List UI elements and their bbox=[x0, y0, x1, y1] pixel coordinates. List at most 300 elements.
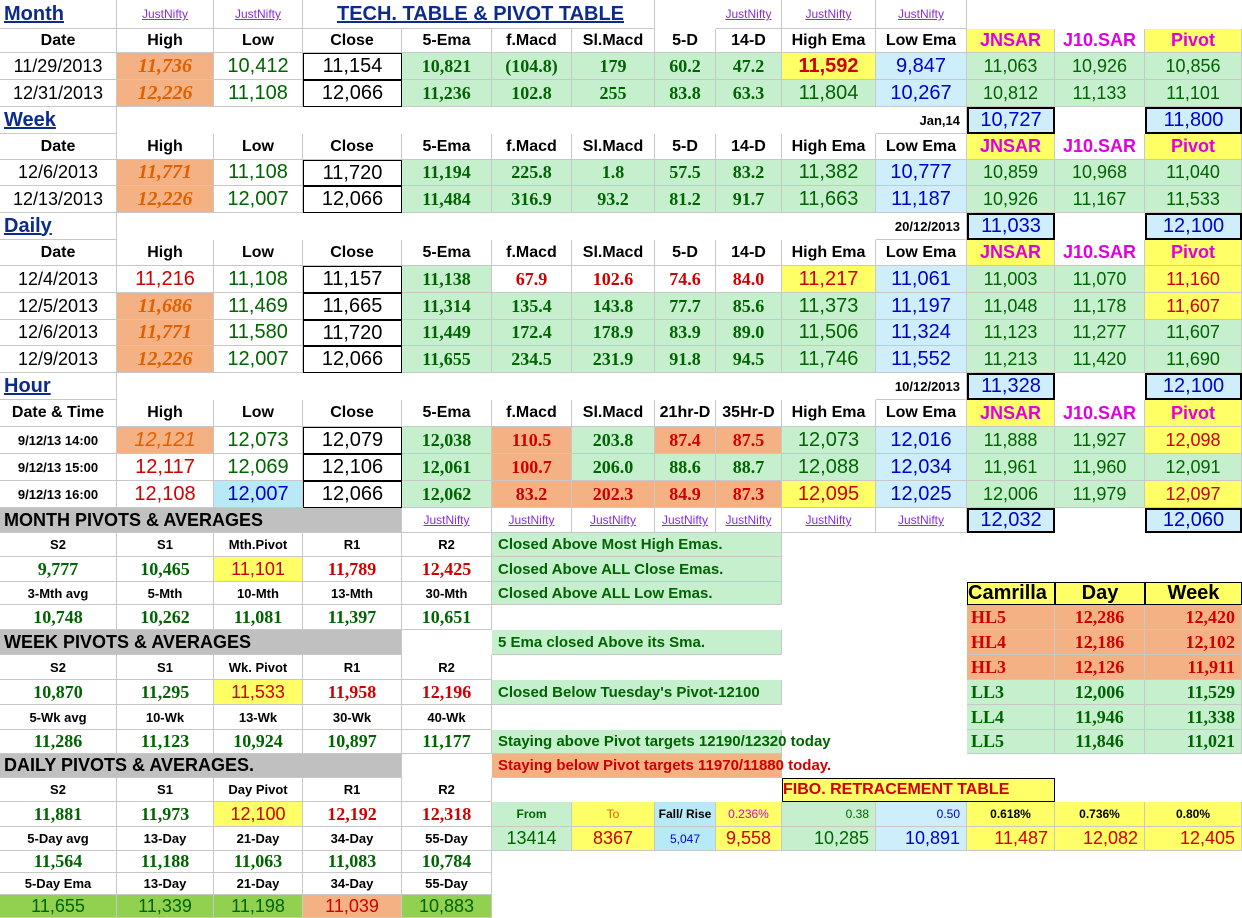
daily-info-label: 20/12/2013 bbox=[876, 213, 967, 240]
header-d1: 5-D bbox=[655, 29, 716, 53]
camrilla-day-value: 11,846 bbox=[1055, 730, 1145, 754]
status-message: Staying above Pivot targets 12190/12320 today bbox=[492, 730, 782, 754]
header-high: High bbox=[117, 400, 214, 427]
data-cell: 12,091 bbox=[1145, 454, 1242, 481]
header-5ema: 5-Ema bbox=[402, 134, 492, 160]
data-cell: 12/4/2013 bbox=[0, 266, 117, 293]
header-low-ema: Low Ema bbox=[876, 134, 967, 160]
data-cell: 94.5 bbox=[716, 346, 782, 373]
header-close: Close bbox=[303, 29, 402, 53]
data-cell: 89.0 bbox=[716, 320, 782, 346]
month-pivot-header: Mth.Pivot bbox=[214, 533, 303, 557]
data-cell: 11,277 bbox=[1055, 320, 1145, 346]
section-week-title: Week bbox=[0, 107, 117, 134]
header-low: Low bbox=[214, 400, 303, 427]
data-cell: 12,073 bbox=[782, 427, 876, 454]
header-high-ema: High Ema bbox=[782, 134, 876, 160]
hour-info-pivot: 12,100 bbox=[1145, 373, 1242, 400]
daily-avg-header: 21-Day bbox=[214, 827, 303, 851]
data-cell: 10,821 bbox=[402, 53, 492, 80]
data-cell: 10,412 bbox=[214, 53, 303, 80]
data-cell: 11,373 bbox=[782, 293, 876, 320]
data-cell: 60.2 bbox=[655, 53, 716, 80]
camrilla-week-value: 11,338 bbox=[1145, 705, 1242, 730]
data-cell: 11,961 bbox=[967, 454, 1055, 481]
data-cell: 11,157 bbox=[303, 266, 402, 293]
data-cell: 11,420 bbox=[1055, 346, 1145, 373]
header-j10sar: J10.SAR bbox=[1055, 29, 1145, 53]
header-slmacd: Sl.Macd bbox=[572, 29, 655, 53]
daily-pivot-value: 11,881 bbox=[0, 802, 117, 827]
daily-pivot-value: 11,973 bbox=[117, 802, 214, 827]
data-cell: 88.7 bbox=[716, 454, 782, 481]
data-cell: 12,079 bbox=[303, 427, 402, 454]
header-j10sar: J10.SAR bbox=[1055, 134, 1145, 160]
data-cell: 11,197 bbox=[876, 293, 967, 320]
camrilla-week-value: 12,420 bbox=[1145, 605, 1242, 630]
month-avg-value: 10,262 bbox=[117, 605, 214, 630]
header-fmacd: f.Macd bbox=[492, 134, 572, 160]
data-cell: 316.9 bbox=[492, 186, 572, 213]
header-low: Low bbox=[214, 134, 303, 160]
data-cell: 11,690 bbox=[1145, 346, 1242, 373]
data-cell: 11,194 bbox=[402, 160, 492, 186]
data-cell: 10,926 bbox=[967, 186, 1055, 213]
data-cell: 12,069 bbox=[214, 454, 303, 481]
camrilla-title: Camrilla bbox=[967, 582, 1055, 605]
fibo-header: 0.236% bbox=[716, 802, 782, 827]
daily-pivot-value: 12,192 bbox=[303, 802, 402, 827]
week-info-jnsar: 10,727 bbox=[967, 107, 1055, 134]
header-jnsar: JNSAR bbox=[967, 134, 1055, 160]
camrilla-day-value: 12,186 bbox=[1055, 630, 1145, 655]
data-cell: 84.0 bbox=[716, 266, 782, 293]
data-cell: 47.2 bbox=[716, 53, 782, 80]
data-cell: 11,746 bbox=[782, 346, 876, 373]
camrilla-day-value: 12,126 bbox=[1055, 655, 1145, 680]
week-pivot-value: 11,533 bbox=[214, 680, 303, 705]
daily-pivot-value: 12,100 bbox=[214, 802, 303, 827]
header-jnsar: JNSAR bbox=[967, 29, 1055, 53]
week-avg-value: 11,123 bbox=[117, 730, 214, 754]
status-message: Staying below Pivot targets 11970/11880 today. bbox=[492, 754, 782, 778]
week-avg-header: 5-Wk avg bbox=[0, 705, 117, 730]
justnifty-link: JustNifty bbox=[876, 0, 967, 29]
camrilla-level-label: LL3 bbox=[967, 680, 1055, 705]
data-cell: 12,088 bbox=[782, 454, 876, 481]
camrilla-level-label: HL5 bbox=[967, 605, 1055, 630]
header-pivot: Pivot bbox=[1145, 134, 1242, 160]
fibo-value: 10,891 bbox=[876, 827, 967, 851]
camrilla-level-label: LL4 bbox=[967, 705, 1055, 730]
header-high-ema: High Ema bbox=[782, 29, 876, 53]
section-month-title: Month bbox=[0, 0, 117, 29]
data-cell: 12,066 bbox=[303, 186, 402, 213]
header-date: Date bbox=[0, 240, 117, 266]
data-cell: 11,552 bbox=[876, 346, 967, 373]
header-d2: 14-D bbox=[716, 240, 782, 266]
week-pivot-header: S2 bbox=[0, 655, 117, 680]
daily-avg-value: 11,063 bbox=[214, 851, 303, 873]
data-cell: 11,123 bbox=[967, 320, 1055, 346]
data-cell: 9,847 bbox=[876, 53, 967, 80]
week-avg-header: 30-Wk bbox=[303, 705, 402, 730]
data-cell: 11,003 bbox=[967, 266, 1055, 293]
data-cell: 87.4 bbox=[655, 427, 716, 454]
week-avg-header: 40-Wk bbox=[402, 705, 492, 730]
header-high: High bbox=[117, 134, 214, 160]
header-5ema: 5-Ema bbox=[402, 400, 492, 427]
data-cell: 83.9 bbox=[655, 320, 716, 346]
fibo-header: 0.80% bbox=[1145, 802, 1242, 827]
justnifty-link: JustNifty bbox=[716, 508, 782, 533]
data-cell: 77.7 bbox=[655, 293, 716, 320]
data-cell: 11,070 bbox=[1055, 266, 1145, 293]
justnifty-link: JustNifty bbox=[214, 0, 303, 29]
data-cell: 11,048 bbox=[967, 293, 1055, 320]
month-avg-header: 13-Mth bbox=[303, 582, 402, 605]
camrilla-week-header: Week bbox=[1145, 582, 1242, 605]
daily-ema-header: 13-Day bbox=[117, 873, 214, 895]
header-date: Date & Time bbox=[0, 400, 117, 427]
data-cell: 12,226 bbox=[117, 80, 214, 107]
data-cell: 11,101 bbox=[1145, 80, 1242, 107]
month-avg-header: 3-Mth avg bbox=[0, 582, 117, 605]
data-cell: 11,607 bbox=[1145, 293, 1242, 320]
month-avg-value: 10,651 bbox=[402, 605, 492, 630]
fibo-header: 0.50 bbox=[876, 802, 967, 827]
data-cell: 11,663 bbox=[782, 186, 876, 213]
data-cell: 10,859 bbox=[967, 160, 1055, 186]
month-pivot-value: 11,789 bbox=[303, 557, 402, 582]
data-cell: 11,216 bbox=[117, 266, 214, 293]
fibo-header: To bbox=[572, 802, 655, 827]
data-cell: 12,117 bbox=[117, 454, 214, 481]
week-avg-value: 10,924 bbox=[214, 730, 303, 754]
data-cell: 85.6 bbox=[716, 293, 782, 320]
camrilla-week-value: 11,911 bbox=[1145, 655, 1242, 680]
daily-pivot-header: Day Pivot bbox=[214, 778, 303, 802]
daily-ema-header: 55-Day bbox=[402, 873, 492, 895]
page-title: TECH. TABLE & PIVOT TABLE bbox=[303, 0, 655, 29]
data-cell: 11,888 bbox=[967, 427, 1055, 454]
data-cell: 11,506 bbox=[782, 320, 876, 346]
data-cell: 11,160 bbox=[1145, 266, 1242, 293]
data-cell: 11,061 bbox=[876, 266, 967, 293]
data-cell: 206.0 bbox=[572, 454, 655, 481]
data-cell: 11,655 bbox=[402, 346, 492, 373]
data-cell: 11,108 bbox=[214, 80, 303, 107]
month-pivot-header: R1 bbox=[303, 533, 402, 557]
data-cell: 12/31/2013 bbox=[0, 80, 117, 107]
justnifty-link: JustNifty bbox=[402, 508, 492, 533]
data-cell: 12,025 bbox=[876, 481, 967, 508]
status-message: Closed Above Most High Emas. bbox=[492, 533, 782, 557]
data-cell: 11,154 bbox=[303, 53, 402, 80]
data-cell: 11,804 bbox=[782, 80, 876, 107]
daily-avg-header: 5-Day avg bbox=[0, 827, 117, 851]
data-cell: 110.5 bbox=[492, 427, 572, 454]
data-cell: 11,324 bbox=[876, 320, 967, 346]
data-cell: 11,449 bbox=[402, 320, 492, 346]
data-cell: 91.7 bbox=[716, 186, 782, 213]
camrilla-week-value: 11,529 bbox=[1145, 680, 1242, 705]
data-cell: 11,382 bbox=[782, 160, 876, 186]
camrilla-level-label: HL3 bbox=[967, 655, 1055, 680]
data-cell: 172.4 bbox=[492, 320, 572, 346]
data-cell: 12,062 bbox=[402, 481, 492, 508]
daily-ema-value: 10,883 bbox=[402, 895, 492, 918]
data-cell: 91.8 bbox=[655, 346, 716, 373]
month-pivot-value: 11,101 bbox=[214, 557, 303, 582]
daily-avg-value: 11,564 bbox=[0, 851, 117, 873]
data-cell: 12/5/2013 bbox=[0, 293, 117, 320]
data-cell: 9/12/13 14:00 bbox=[0, 427, 117, 454]
month-pivot-header: S2 bbox=[0, 533, 117, 557]
daily-ema-value: 11,339 bbox=[117, 895, 214, 918]
header-pivot: Pivot bbox=[1145, 400, 1242, 427]
header-date: Date bbox=[0, 29, 117, 53]
week-avg-header: 13-Wk bbox=[214, 705, 303, 730]
header-slmacd: Sl.Macd bbox=[572, 240, 655, 266]
data-cell: 11,040 bbox=[1145, 160, 1242, 186]
data-cell: 11,314 bbox=[402, 293, 492, 320]
data-cell: 178.9 bbox=[572, 320, 655, 346]
data-cell: 135.4 bbox=[492, 293, 572, 320]
data-cell: 231.9 bbox=[572, 346, 655, 373]
month-avg-value: 11,397 bbox=[303, 605, 402, 630]
header-slmacd: Sl.Macd bbox=[572, 134, 655, 160]
header-high-ema: High Ema bbox=[782, 240, 876, 266]
data-cell: 87.5 bbox=[716, 427, 782, 454]
week-pivot-value: 12,196 bbox=[402, 680, 492, 705]
week-pivot-value: 11,295 bbox=[117, 680, 214, 705]
data-cell: 11,138 bbox=[402, 266, 492, 293]
month-pivot-header: R2 bbox=[402, 533, 492, 557]
daily-info-pivot: 12,100 bbox=[1145, 213, 1242, 240]
camrilla-level-label: LL5 bbox=[967, 730, 1055, 754]
data-cell: 12,098 bbox=[1145, 427, 1242, 454]
data-cell: 11,607 bbox=[1145, 320, 1242, 346]
fibo-value: 11,487 bbox=[967, 827, 1055, 851]
data-cell: 179 bbox=[572, 53, 655, 80]
header-5ema: 5-Ema bbox=[402, 240, 492, 266]
header-d2: 14-D bbox=[716, 134, 782, 160]
data-cell: 11,960 bbox=[1055, 454, 1145, 481]
data-cell: 11/29/2013 bbox=[0, 53, 117, 80]
month-pivot-value: 12,425 bbox=[402, 557, 492, 582]
month-pivots-title: MONTH PIVOTS & AVERAGES bbox=[0, 508, 402, 533]
daily-pivot-header: S1 bbox=[117, 778, 214, 802]
daily-info-jnsar: 11,033 bbox=[967, 213, 1055, 240]
fibo-header: 0.38 bbox=[782, 802, 876, 827]
daily-avg-value: 10,784 bbox=[402, 851, 492, 873]
data-cell: 84.9 bbox=[655, 481, 716, 508]
header-d2: 35Hr-D bbox=[716, 400, 782, 427]
data-cell: 12,226 bbox=[117, 346, 214, 373]
data-cell: 11,469 bbox=[214, 293, 303, 320]
header-d1: 5-D bbox=[655, 134, 716, 160]
data-cell: 9/12/13 16:00 bbox=[0, 481, 117, 508]
data-cell: 12,007 bbox=[214, 481, 303, 508]
week-avg-value: 11,177 bbox=[402, 730, 492, 754]
daily-pivots-title: DAILY PIVOTS & AVERAGES. bbox=[0, 754, 402, 778]
data-cell: 12/9/2013 bbox=[0, 346, 117, 373]
header-close: Close bbox=[303, 134, 402, 160]
section-daily-title: Daily bbox=[0, 213, 117, 240]
daily-ema-header: 5-Day Ema bbox=[0, 873, 117, 895]
data-cell: 74.6 bbox=[655, 266, 716, 293]
daily-pivot-value: 12,318 bbox=[402, 802, 492, 827]
data-cell: 12,007 bbox=[214, 346, 303, 373]
week-info-pivot: 11,800 bbox=[1145, 107, 1242, 134]
justnifty-link: JustNifty bbox=[655, 508, 716, 533]
data-cell: 83.8 bbox=[655, 80, 716, 107]
data-cell: 10,777 bbox=[876, 160, 967, 186]
fibo-value: 9,558 bbox=[716, 827, 782, 851]
data-cell: 234.5 bbox=[492, 346, 572, 373]
data-cell: 11,720 bbox=[303, 320, 402, 346]
header-d1: 21hr-D bbox=[655, 400, 716, 427]
header-close: Close bbox=[303, 400, 402, 427]
data-cell: 12,007 bbox=[214, 186, 303, 213]
status-message: Closed Above ALL Low Emas. bbox=[492, 582, 782, 605]
data-cell: 10,926 bbox=[1055, 53, 1145, 80]
fibo-header: From bbox=[492, 802, 572, 827]
daily-ema-value: 11,198 bbox=[214, 895, 303, 918]
data-cell: 255 bbox=[572, 80, 655, 107]
status-message: Closed Above ALL Close Emas. bbox=[492, 557, 782, 582]
camrilla-day-value: 12,006 bbox=[1055, 680, 1145, 705]
daily-avg-header: 55-Day bbox=[402, 827, 492, 851]
data-cell: 11,108 bbox=[214, 160, 303, 186]
data-cell: 93.2 bbox=[572, 186, 655, 213]
data-cell: 102.6 bbox=[572, 266, 655, 293]
data-cell: 12,066 bbox=[303, 481, 402, 508]
hour-info-label: 10/12/2013 bbox=[876, 373, 967, 400]
header-j10sar: J10.SAR bbox=[1055, 400, 1145, 427]
data-cell: 88.6 bbox=[655, 454, 716, 481]
header-j10sar: J10.SAR bbox=[1055, 240, 1145, 266]
week-avg-value: 11,286 bbox=[0, 730, 117, 754]
data-cell: 12,016 bbox=[876, 427, 967, 454]
data-cell: 12,066 bbox=[303, 346, 402, 373]
data-cell: 100.7 bbox=[492, 454, 572, 481]
data-cell: 12,095 bbox=[782, 481, 876, 508]
data-cell: 11,217 bbox=[782, 266, 876, 293]
camrilla-day-header: Day bbox=[1055, 582, 1145, 605]
header-low-ema: Low Ema bbox=[876, 240, 967, 266]
daily-ema-header: 21-Day bbox=[214, 873, 303, 895]
fibo-value: 10,285 bbox=[782, 827, 876, 851]
data-cell: 11,484 bbox=[402, 186, 492, 213]
data-cell: (104.8) bbox=[492, 53, 572, 80]
daily-ema-value: 11,655 bbox=[0, 895, 117, 918]
data-cell: 143.8 bbox=[572, 293, 655, 320]
header-low: Low bbox=[214, 240, 303, 266]
header-fmacd: f.Macd bbox=[492, 29, 572, 53]
week-pivots-title: WEEK PIVOTS & AVERAGES bbox=[0, 630, 402, 655]
week-avg-header: 10-Wk bbox=[117, 705, 214, 730]
data-cell: 10,968 bbox=[1055, 160, 1145, 186]
justnifty-link: JustNifty bbox=[572, 508, 655, 533]
header-high-ema: High Ema bbox=[782, 400, 876, 427]
camrilla-week-value: 12,102 bbox=[1145, 630, 1242, 655]
month-pivot-header: S1 bbox=[117, 533, 214, 557]
data-cell: 12,226 bbox=[117, 186, 214, 213]
fibo-header: 0.618% bbox=[967, 802, 1055, 827]
data-cell: 203.8 bbox=[572, 427, 655, 454]
data-cell: 57.5 bbox=[655, 160, 716, 186]
hour-extra-jnsar: 12,032 bbox=[967, 508, 1055, 533]
data-cell: 12,038 bbox=[402, 427, 492, 454]
header-jnsar: JNSAR bbox=[967, 240, 1055, 266]
daily-ema-header: 34-Day bbox=[303, 873, 402, 895]
daily-pivot-header: S2 bbox=[0, 778, 117, 802]
camrilla-day-value: 11,946 bbox=[1055, 705, 1145, 730]
week-pivot-value: 11,958 bbox=[303, 680, 402, 705]
data-cell: 12,121 bbox=[117, 427, 214, 454]
week-pivot-header: R2 bbox=[402, 655, 492, 680]
week-avg-value: 10,897 bbox=[303, 730, 402, 754]
data-cell: 11,108 bbox=[214, 266, 303, 293]
header-5ema: 5-Ema bbox=[402, 29, 492, 53]
fibo-value: 12,082 bbox=[1055, 827, 1145, 851]
data-cell: 202.3 bbox=[572, 481, 655, 508]
status-message: Closed Below Tuesday's Pivot-12100 bbox=[492, 680, 782, 705]
header-jnsar: JNSAR bbox=[967, 400, 1055, 427]
data-cell: 102.8 bbox=[492, 80, 572, 107]
justnifty-link: JustNifty bbox=[876, 508, 967, 533]
fibo-header: Fall/ Rise bbox=[655, 802, 716, 827]
daily-pivot-header: R2 bbox=[402, 778, 492, 802]
data-cell: 11,063 bbox=[967, 53, 1055, 80]
data-cell: 12/13/2013 bbox=[0, 186, 117, 213]
data-cell: 12,106 bbox=[303, 454, 402, 481]
justnifty-link: JustNifty bbox=[716, 0, 782, 29]
fibo-value: 13414 bbox=[492, 827, 572, 851]
section-hour-title: Hour bbox=[0, 373, 117, 400]
data-cell: 11,187 bbox=[876, 186, 967, 213]
header-low: Low bbox=[214, 29, 303, 53]
camrilla-day-value: 12,286 bbox=[1055, 605, 1145, 630]
fibo-title: FIBO. RETRACEMENT TABLE bbox=[782, 778, 1055, 802]
data-cell: 12,006 bbox=[967, 481, 1055, 508]
header-date: Date bbox=[0, 134, 117, 160]
data-cell: 11,720 bbox=[303, 160, 402, 186]
fibo-value: 5,047 bbox=[655, 827, 716, 851]
week-pivot-header: S1 bbox=[117, 655, 214, 680]
daily-avg-header: 13-Day bbox=[117, 827, 214, 851]
month-avg-value: 11,081 bbox=[214, 605, 303, 630]
justnifty-link: JustNifty bbox=[782, 0, 876, 29]
data-cell: 83.2 bbox=[716, 160, 782, 186]
data-cell: 12,034 bbox=[876, 454, 967, 481]
data-cell: 12,073 bbox=[214, 427, 303, 454]
data-cell: 1.8 bbox=[572, 160, 655, 186]
data-cell: 12,066 bbox=[303, 80, 402, 107]
data-cell: 11,665 bbox=[303, 293, 402, 320]
data-cell: 67.9 bbox=[492, 266, 572, 293]
data-cell: 11,533 bbox=[1145, 186, 1242, 213]
data-cell: 83.2 bbox=[492, 481, 572, 508]
header-close: Close bbox=[303, 240, 402, 266]
camrilla-week-value: 11,021 bbox=[1145, 730, 1242, 754]
status-message: 5 Ema closed Above its Sma. bbox=[492, 630, 782, 655]
justnifty-link: JustNifty bbox=[117, 0, 214, 29]
header-pivot: Pivot bbox=[1145, 240, 1242, 266]
data-cell: 12/6/2013 bbox=[0, 160, 117, 186]
